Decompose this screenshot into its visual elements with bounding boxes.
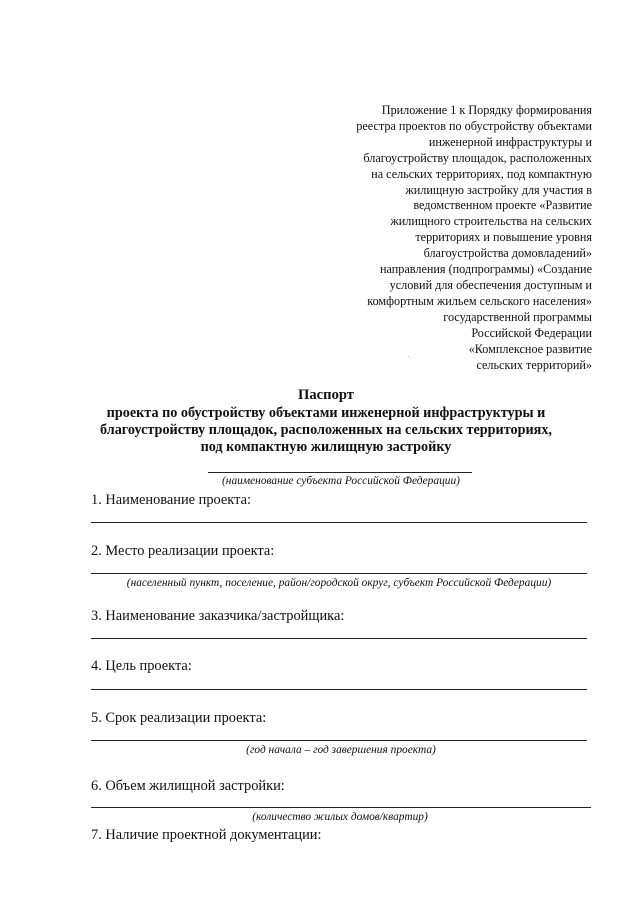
appendix-line: Приложение 1 к Порядку формирования (381, 103, 592, 117)
appendix-note (330, 103, 592, 373)
item-location-label: 2. Место реализации проекта: (91, 543, 275, 559)
title-line: благоустройству площадок, расположенных на сельских территориях, (100, 422, 552, 438)
appendix-line: благоустройства домовладений» (423, 246, 592, 261)
location-line (91, 573, 587, 574)
item-volume-label: 6. Объем жилищной застройки: (91, 778, 285, 794)
title-heading: Паспорт (298, 387, 354, 403)
title-line: под компактную жилищную застройку (200, 439, 452, 455)
term-caption: (год начала – год завершения проекта) (246, 744, 436, 756)
appendix-line: благоустройству площадок, расположенных (363, 150, 592, 165)
subject-name-caption: (наименование субъекта Российской Федерации) (222, 475, 460, 487)
scan-speck (408, 356, 409, 357)
title-line: проекта по обустройству объектами инженерной инфраструктуры и (106, 405, 546, 421)
appendix-line: на сельских территориях, под компактную (371, 166, 592, 181)
appendix-line: комфортным жильем сельского населения» (367, 293, 592, 308)
appendix-line: жилищную застройку для участия в (405, 182, 592, 197)
item-documentation-label: 7. Наличие проектной документации: (91, 827, 322, 843)
appendix-line: условий для обеспечения доступным и (389, 277, 592, 292)
appendix-line: Российской Федерации (471, 325, 592, 340)
document-title (80, 387, 572, 456)
appendix-line: жилищного строительства на сельских (390, 214, 592, 229)
appendix-line: «Комплексное развитие (468, 341, 592, 356)
appendix-line: сельских территорий» (476, 357, 592, 372)
subject-name-line (208, 472, 472, 473)
appendix-line: ведомственном проекте «Развитие (413, 198, 592, 213)
appendix-line: реестра проектов по обустройству объектами (356, 118, 592, 133)
appendix-line: государственной программы (443, 309, 592, 324)
item-project-name-label: 1. Наименование проекта: (91, 492, 251, 508)
goal-line (91, 689, 587, 690)
item-customer-label: 3. Наименование заказчика/застройщика: (91, 608, 345, 624)
appendix-line: направления (подпрограммы) «Создание (379, 262, 592, 277)
term-line (91, 740, 587, 741)
volume-line (91, 807, 591, 808)
project-name-line (91, 522, 587, 523)
item-goal-label: 4. Цель проекта: (91, 658, 192, 674)
appendix-line: территориях и повышение уровня (415, 230, 592, 245)
item-term-label: 5. Срок реализации проекта: (91, 710, 267, 726)
appendix-line: инженерной инфраструктуры и (428, 134, 592, 149)
volume-caption: (количество жилых домов/квартир) (252, 811, 428, 823)
customer-line (91, 638, 587, 639)
location-caption: (населенный пункт, поселение, район/городской округ, субъект Российской Федерации) (126, 577, 552, 589)
